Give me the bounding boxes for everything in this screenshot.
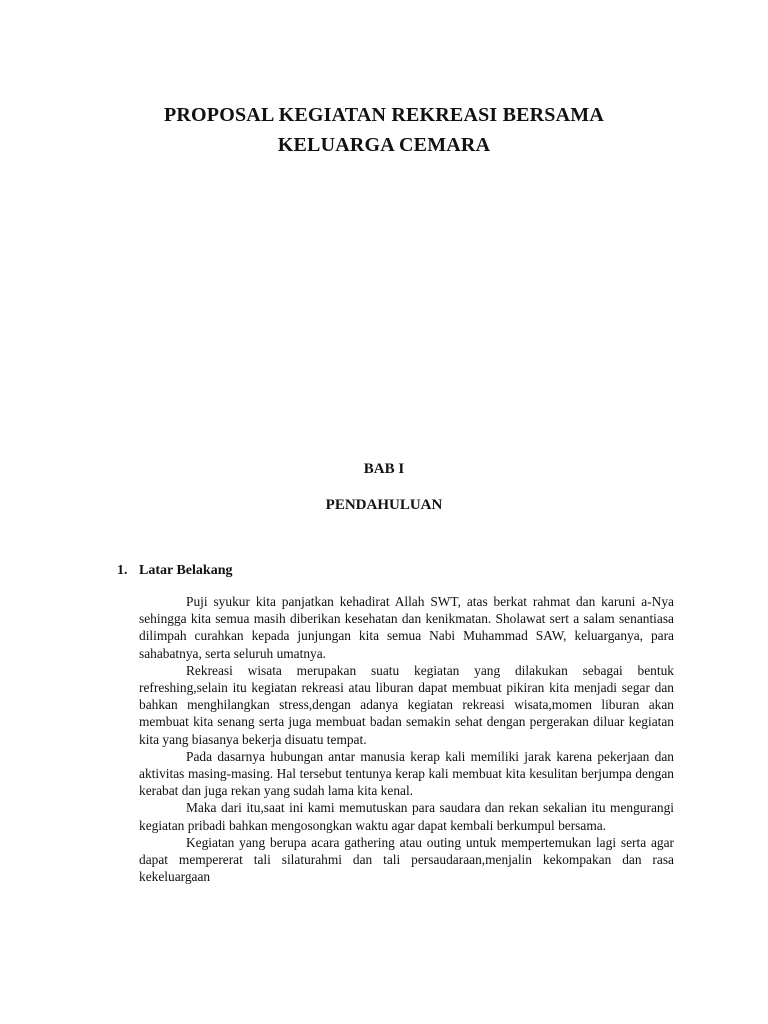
section-body: [139, 593, 674, 885]
title-line-1: PROPOSAL KEGIATAN REKREASI BERSAMA: [163, 104, 604, 126]
section-number: 1.: [117, 563, 128, 578]
paragraph: Maka dari itu,saat ini kami memutuskan para saudara dan rekan sekalian itu mengurangi kegiatan pribadi bahkan mengosongkan waktu agar dapat kembali berkumpul bersama.: [139, 800, 674, 833]
paragraph: Puji syukur kita panjatkan kehadirat Allah SWT, atas berkat rahmat dan karuni a-Nya sehingga kita semua masih diberikan kesehatan dan kenikmatan. Sholawat sert a salam senantiasa dilimpah curahkan kepada junjungan kita semua Nabi Muhammad SAW, keluarganya, para sahabatnya, serta seluruh umatnya.: [139, 594, 674, 661]
section-heading: [117, 563, 232, 579]
section-heading-text: Latar Belakang: [139, 563, 233, 578]
title-line-2: KELUARGA CEMARA: [277, 134, 491, 156]
paragraph: Rekreasi wisata merupakan suatu kegiatan yang dilakukan sebagai bentuk refreshing,selain itu kegiatan rekreasi atau liburan dapat membuat pikiran kita menjadi segar dan bahkan menghilangkan stress,dengan adanya kegiatan rekreasi wisata,momen liburan akan membuat kita senang serta juga membuat badan semakin sehat dengan pergerakan diluar kegiatan kita yang biasanya bekerja disuatu tempat.: [139, 662, 674, 747]
chapter-number: BAB I: [363, 461, 405, 477]
document-title: [0, 100, 768, 160]
paragraph: Pada dasarnya hubungan antar manusia kerap kali memiliki jarak karena pekerjaan dan aktivitas masing-masing. Hal tersebut tentunya kerap kali membuat kita kesulitan berjumpa dengan kerabat dan juga rekan yang sudah lama kita kenal.: [139, 748, 674, 799]
chapter-title: PENDAHULUAN: [325, 497, 443, 513]
paragraph: Kegiatan yang berupa acara gathering atau outing untuk mempertemukan lagi serta agar dapat mempererat tali silaturahmi dan tali persaudaraan,menjalin kekompakan dan rasa kekeluargaan: [139, 834, 674, 885]
